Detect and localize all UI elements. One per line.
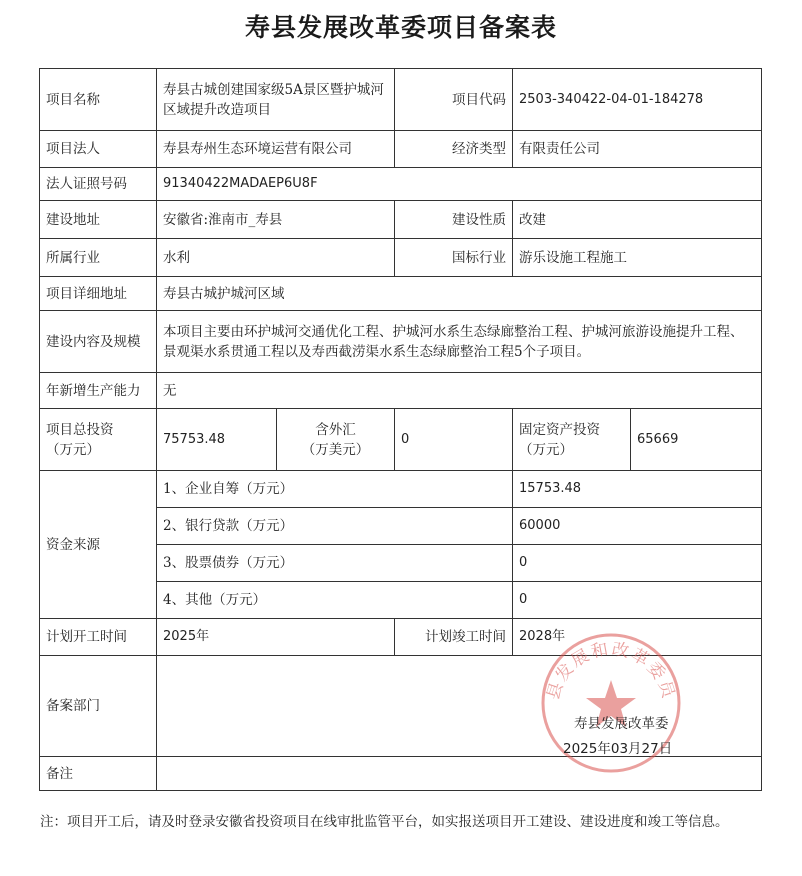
- content-value: 本项目主要由环护城河交通优化工程、护城河水系生态绿廊整治工程、护城河旅游设施提升工程、景观渠水系贯通工程以及寿西截涝渠水系生态绿廊整治工程5个子项目。: [157, 311, 762, 373]
- seal-text-path: 县发展和改革委员: [543, 639, 679, 703]
- end-time-label: 计划竣工时间: [395, 619, 513, 656]
- economic-type-value: 有限责任公司: [513, 131, 762, 168]
- project-code-label: 项目代码: [395, 69, 513, 131]
- row-legal-person: [40, 131, 762, 168]
- sign-date: 2025年03月27日: [563, 741, 673, 757]
- row-funding-1: [40, 471, 762, 508]
- row-industry: [40, 239, 762, 277]
- funding-item-value: 0: [513, 545, 762, 582]
- construction-nature-label: 建设性质: [395, 201, 513, 239]
- remark-label: 备注: [40, 757, 157, 791]
- economic-type-label: 经济类型: [395, 131, 513, 168]
- location-value: 安徽省:淮南市_寿县: [157, 201, 395, 239]
- row-license: [40, 168, 762, 201]
- capacity-label: 年新增生产能力: [40, 373, 157, 409]
- total-investment-label: [40, 409, 157, 471]
- fixed-asset-value: 65669: [631, 409, 762, 471]
- row-investment: [40, 409, 762, 471]
- fixed-asset-label-line1: 固定资产投资: [519, 421, 600, 438]
- fixed-asset-label: [513, 409, 631, 471]
- legal-person-value: 寿县寿州生态环境运营有限公司: [157, 131, 395, 168]
- start-time-value: 2025年: [157, 619, 395, 656]
- industry-value: 水利: [157, 239, 395, 277]
- footer-note: 注：项目开工后，请及时登录安徽省投资项目在线审批监管平台，如实报送项目开工建设、建设进度和竣工等信息。: [40, 814, 729, 830]
- foreign-exchange-label-line1: 含外汇: [315, 421, 356, 438]
- row-project-name: [40, 69, 762, 131]
- fixed-asset-label-line2: （万元）: [519, 441, 573, 458]
- sign-org: 寿县发展改革委: [574, 716, 669, 732]
- dept-label: 备案部门: [40, 656, 157, 757]
- industry-label: 所属行业: [40, 239, 157, 277]
- page-title: 寿县发展改革委项目备案表: [244, 13, 557, 42]
- funding-item-label: 2、银行贷款（万元）: [157, 508, 513, 545]
- location-label: 建设地址: [40, 201, 157, 239]
- capacity-value: 无: [157, 373, 762, 409]
- project-code-value: 2503-340422-04-01-184278: [513, 69, 762, 131]
- end-time-value: 2028年: [513, 619, 762, 656]
- license-value: 91340422MADAEP6U8F: [157, 168, 762, 201]
- foreign-exchange-label-line2: （万美元）: [301, 441, 370, 458]
- funding-item-label: 3、股票债券（万元）: [157, 545, 513, 582]
- funding-source-label: 资金来源: [40, 471, 157, 619]
- construction-nature-value: 改建: [513, 201, 762, 239]
- license-label: 法人证照号码: [40, 168, 157, 201]
- national-industry-value: 游乐设施工程施工: [513, 239, 762, 277]
- funding-item-value: 0: [513, 582, 762, 619]
- funding-item-value: 60000: [513, 508, 762, 545]
- legal-person-label: 项目法人: [40, 131, 157, 168]
- national-industry-label: 国标行业: [395, 239, 513, 277]
- funding-item-label: 1、企业自筹（万元）: [157, 471, 513, 508]
- address-value: 寿县古城护城河区域: [157, 277, 762, 311]
- row-capacity: [40, 373, 762, 409]
- content-label: 建设内容及规模: [40, 311, 157, 373]
- start-time-label: 计划开工时间: [40, 619, 157, 656]
- foreign-exchange-value: 0: [395, 409, 513, 471]
- funding-item-value: 15753.48: [513, 471, 762, 508]
- row-location: [40, 201, 762, 239]
- project-name-label: 项目名称: [40, 69, 157, 131]
- total-investment-label-line1: 项目总投资: [46, 421, 114, 438]
- foreign-exchange-label: [277, 409, 395, 471]
- total-investment-value: 75753.48: [157, 409, 277, 471]
- row-content: [40, 311, 762, 373]
- funding-item-label: 4、其他（万元）: [157, 582, 513, 619]
- project-name-value: 寿县古城创建国家级5A景区暨护城河区域提升改造项目: [157, 69, 395, 131]
- address-label: 项目详细地址: [40, 277, 157, 311]
- total-investment-label-line2: （万元）: [46, 441, 100, 458]
- row-address: [40, 277, 762, 311]
